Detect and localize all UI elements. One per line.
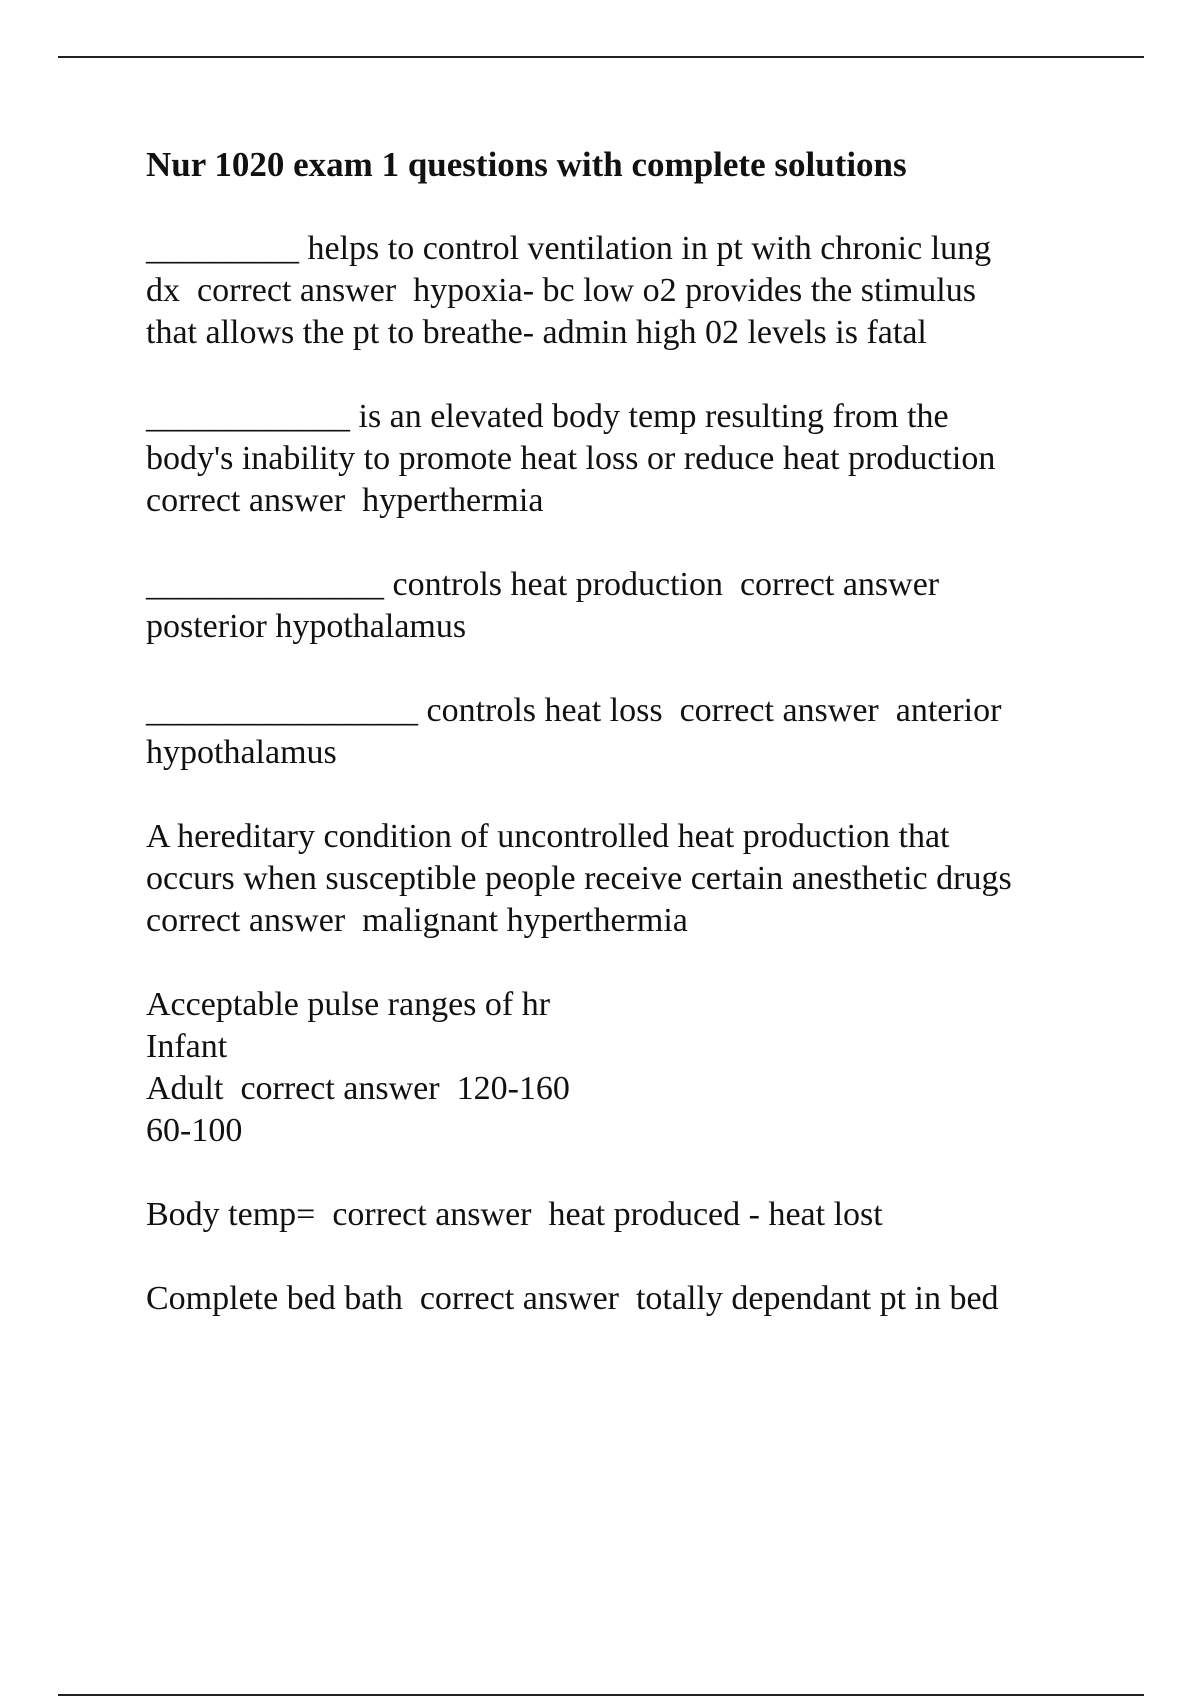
- qa-text: [146, 564, 1106, 648]
- qa-item-1: [146, 228, 1106, 354]
- qa-text: [146, 984, 1106, 1152]
- qa-line: Complete bed bath correct answer totally dependant pt in bed: [146, 1280, 999, 1317]
- qa-text: [146, 816, 1106, 942]
- qa-line: _________ helps to control ventilation in pt with chronic lung: [146, 230, 992, 267]
- qa-line: dx correct answer hypoxia- bc low o2 provides the stimulus: [146, 272, 976, 309]
- qa-line: correct answer hyperthermia: [146, 482, 544, 519]
- qa-text: [146, 396, 1106, 522]
- qa-line: body's inability to promote heat loss or reduce heat production: [146, 440, 996, 477]
- qa-line: Body temp= correct answer heat produced - heat lost: [146, 1196, 883, 1233]
- qa-line: posterior hypothalamus: [146, 608, 467, 645]
- qa-line: Infant: [146, 1028, 228, 1065]
- qa-line: ____________ is an elevated body temp resulting from the: [146, 398, 949, 435]
- document-title: Nur 1020 exam 1 questions with complete solutions: [146, 145, 907, 184]
- qa-item-2: [146, 396, 1106, 522]
- qa-line: Acceptable pulse ranges of hr: [146, 986, 551, 1023]
- qa-line: ________________ controls heat loss correct answer anterior: [146, 692, 1002, 729]
- qa-item-8: [146, 1278, 1106, 1320]
- qa-line: that allows the pt to breathe- admin high 02 levels is fatal: [146, 314, 927, 351]
- qa-line: correct answer malignant hyperthermia: [146, 902, 688, 939]
- qa-text: [146, 690, 1106, 774]
- qa-item-7: [146, 1194, 1106, 1236]
- qa-text: [146, 1278, 1106, 1320]
- qa-item-6: [146, 984, 1106, 1152]
- qa-line: A hereditary condition of uncontrolled heat production that: [146, 818, 950, 855]
- question-answer-list: [146, 228, 1106, 1362]
- qa-line: ______________ controls heat production correct answer: [146, 566, 940, 603]
- top-rule: [58, 56, 1144, 58]
- qa-line: occurs when susceptible people receive certain anesthetic drugs: [146, 860, 1012, 897]
- qa-item-4: [146, 690, 1106, 774]
- bottom-rule: [58, 1694, 1144, 1696]
- qa-text: [146, 1194, 1106, 1236]
- qa-item-5: [146, 816, 1106, 942]
- qa-line: hypothalamus: [146, 734, 337, 771]
- qa-item-3: [146, 564, 1106, 648]
- qa-text: [146, 228, 1106, 354]
- qa-line: Adult correct answer 120-160: [146, 1070, 570, 1107]
- qa-line: 60-100: [146, 1112, 243, 1149]
